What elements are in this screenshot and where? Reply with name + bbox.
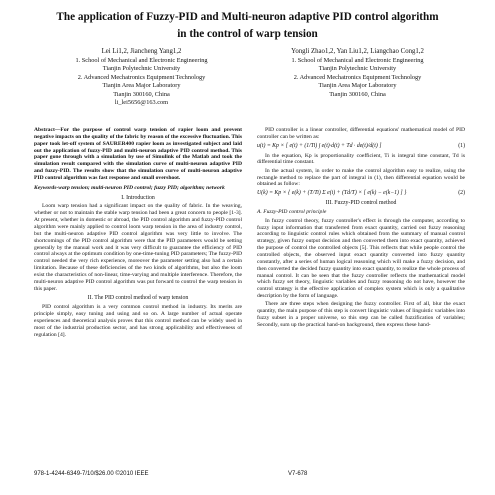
equation-number: (2) [458, 190, 465, 197]
affiliation-line: Tianjin Area Major Laboratory [318, 82, 397, 89]
footer-page-number: V7-678 [288, 471, 308, 477]
paragraph: In the actual system, in order to make the control algorithm easy to realize, using the rectangle method to replace the part of integral in (1), then differential equation would be obtained as follow: [257, 167, 465, 188]
title-line-1: The application of Fuzzy-PID and Multi-neuron adaptive PID control algorithm [56, 11, 439, 23]
section-heading: I. Introduction [121, 194, 155, 201]
right-column [257, 127, 465, 330]
paragraph: In fuzzy control theory, fuzzy controller's effect is through the computer, according to fuzzy input information that transferred from exact quantity, carried out fuzzy reasoning according to linguistic control rules which obtained from the summary of manual control strategy, given fuzzy output decision and then converted them into exact quantity, achieved the purpose of control the controlled objects [5]. This reflects that while people control the controlled objects, the observed input exact quantity converted into fuzzy quantity constantly, after a series of human logical reasoning which will make a fuzzy decision, and then converted the decided fuzzy quantity into exact quantity, to realize the whole process of manual control. It can be seen that the fuzzy controller reflects the mathematical model which fuzzy set theory, linguistic variables and fuzzy reasoning do not have, however the control strategy is the effective application of complex system which is only a qualitative description by the form of language. [257, 217, 465, 300]
author-block-left [34, 48, 249, 108]
author-email: li_lei5656@163.com [114, 99, 169, 106]
equation-number: (1) [458, 142, 465, 149]
affiliation-line: 1. School of Mechanical and Electronic Engineering [291, 56, 424, 64]
author-block-right [250, 48, 465, 99]
section-heading: III. Fuzzy-PID control method [325, 200, 397, 207]
affiliation-line: Tianjin Polytechnic University [318, 65, 397, 72]
paragraph: In the equation, Kp is proportionality coefficient, Ti is integral time constant, Td is differential time constant. [257, 152, 465, 166]
affiliation-line: Tianjin Polytechnic University [102, 65, 181, 72]
equation-1 [257, 143, 465, 150]
title-line-2: in the control of warp tension [177, 28, 318, 40]
paragraph: PID control algorithm is a very common control method in industry. Its merits are principle simply, easy tuning and using and so on. A large number of actual operate experiences and theoretical analysis proves that this control method can be widely used in most of the industrial production sector, and has strong applicability and effectiveness of regulation [4]. [34, 304, 242, 338]
paragraph: PID controller is a linear controller, differential equations' mathematical model of PID controller can be written as: [257, 127, 465, 140]
keywords: Keywords-warp tension; multi-neuron PID control; fuzzy PID; algorithm; network [34, 184, 225, 191]
affiliation-line: 2. Advanced Mechatronics Equipment Technology [293, 73, 422, 81]
equation-body: u(t) = Kp × [ e(t) + (1/Ti) ∫ e(t)·d(t) + Td · de(t)/d(t) ] [257, 142, 382, 149]
equation-body: U(k) = Kp × { e(k) + (T/Ti) Σ e(i) + (Td/T) × [ e(k) − e(k−1) ] } [257, 190, 407, 197]
left-column [34, 127, 242, 340]
affiliation-line: 1. School of Mechanical and Electronic Engineering [75, 56, 208, 64]
affiliation-line: Tianjin 300160, China [113, 90, 170, 98]
section-heading: II. The PID control method of warp tension [87, 295, 189, 302]
equation-2 [257, 190, 465, 197]
affiliation-line: Tianjin 300160, China [329, 90, 386, 98]
affiliation-line: Tianjin Area Major Laboratory [102, 82, 181, 89]
author-names-left: Lei Li1,2, Jiancheng Yang1,2 [101, 48, 182, 55]
paragraph: There are three steps when designing the fuzzy controller. First of all, blur the exact quantity, the main purpose of this step is convert linguistic values of linguistic variables into fuzzy subset in a proper universe, so this step can be called fuzzification of variables; Secondly, sum up the practical hand-on background, then express these hand- [257, 301, 465, 328]
abstract: Abstract—For the purpose of control warp tension of rapier loom and prevent negative impacts on the quality of the fabric by reason of the excessive fluctuation. This paper took let-off system of SAURER400 rapier loom as investigated subject and laid out the application of fuzzy-PID and multi-neuron adaptive PID control method. This paper gone through with a simulation by use of Simulink of the Matlab and took the simulation result compared with the simulation curve of multi-neuron adaptive PID and fuzzy-PID. The results show that the simulation curve of multi-neuron adaptive PID control algorithm was fast response and small overshoot. [34, 127, 242, 181]
affiliation-line: 2. Advanced Mechatronics Equipment Technology [77, 73, 206, 81]
paper-title [40, 9, 455, 43]
paragraph: Loom warp tension had a significant impact on the quality of fabric. In the weaving, whether or not to maintain the stable warp tension had been a great concern to people [1-3]. At present, whether in domestic or abroad, the PID control algorithm and fuzzy-PID control algorithm were mainly applied to control loom warp tension in the area of industry control, but the multi-neuron adaptive PID control algorithm was very little to involve. The shortcomings of the PID control algorithm were that the PID parameters would be setting generally by the manual work and it was very difficult to guarantee the efficiency of PID control always at the optimum condition by one-time-tuning PID parameters; The fuzzy-PID control needed the very rich experience, moreover the parameter setting also had a certain limitation. Because of these deficiencies of the two kinds of algorithms, but also the loom exist the characteristics of non-linear, time-varying and multiple interference. Therefore, the multi-neuron adaptive PID control algorithm was put forward to control the warp tension in this paper. [34, 203, 242, 292]
footer-copyright: 978-1-4244-6349-7/10/$26.00 ©2010 IEEE [34, 471, 149, 477]
subsection-heading: A. Fuzzy-PID control principle [257, 208, 327, 215]
author-names-right: Yongli Zhao1,2, Yan Liu1,2, Liangchao Cong1,2 [291, 48, 424, 55]
